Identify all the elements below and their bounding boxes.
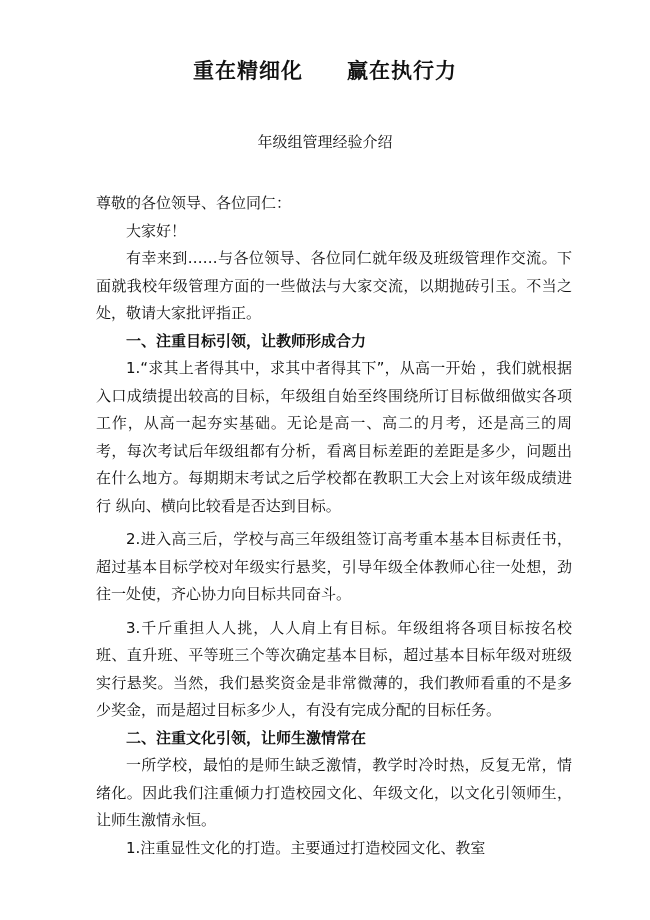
document-body [96,190,572,862]
greeting: 大家好！ [126,221,187,240]
paragraph-1-2: 2.进入高三后，学校与高三年级组签订高考重本基本目标责任书，超过基本目标学校对年级实行悬奖，引导年级全体教师心往一处想，劲往一处使，齐心协力向目标共同奋斗。 [96,530,572,603]
paragraph-2-intro: 一所学校，最怕的是师生缺乏激情，教学时冷时热，反复无常，情绪化。因此我们注重倾力打造校园文化、年级文化，以文化引领师生，让师生激情永恒。 [96,756,572,829]
intro-paragraph: 有幸来到……与各位领导、各位同仁就年级及班级管理作交流。下面就我校年级管理方面的一些做法与大家交流，以期抛砖引玉。不当之处，敬请大家批评指正。 [96,249,572,322]
paragraph-1-3: 3.千斤重担人人挑，人人肩上有目标。年级组将各项目标按名校班、直升班、平等班三个等次确定基本目标，超过基本目标年级对班级实行悬奖。当然，我们悬奖资金是非常微薄的，我们教师看重的不是多少奖金，而是超过目标多少人，有没有完成分配的目标任务。 [96,618,572,719]
paragraph-1-1: 1.“求其上者得其中，求其中者得其下”，从高一开始 ，我们就根据入口成绩提出较高的目标，年级组自始至终围绕所订目标做细做实各项工作，从高一起夯实基础。无论是高一、高二的月考，还是高三的周考，每次考试后年级组都有分析，看离目标差距的差距是多少，问题出在什么地方。每期期末考试之后学校都在教职工大会上对该年级成绩进行 纵向、横向比较看是否达到目标。 [96,359,572,515]
paragraph-2-1: 1.注重显性文化的打造。主要通过打造校园文化、教室 [126,838,486,857]
salutation: 尊敬的各位领导、各位同仁： [96,194,292,212]
document-title [0,55,650,85]
document-subtitle: 年级组管理经验介绍 [257,133,393,151]
section-heading-2: 二、注重文化引领，让师生激情常在 [126,728,367,747]
title-part-1: 重在精细化 [193,59,303,83]
title-part-2: 赢在执行力 [347,59,457,83]
section-heading-1: 一、注重目标引领，让教师形成合力 [126,331,367,350]
